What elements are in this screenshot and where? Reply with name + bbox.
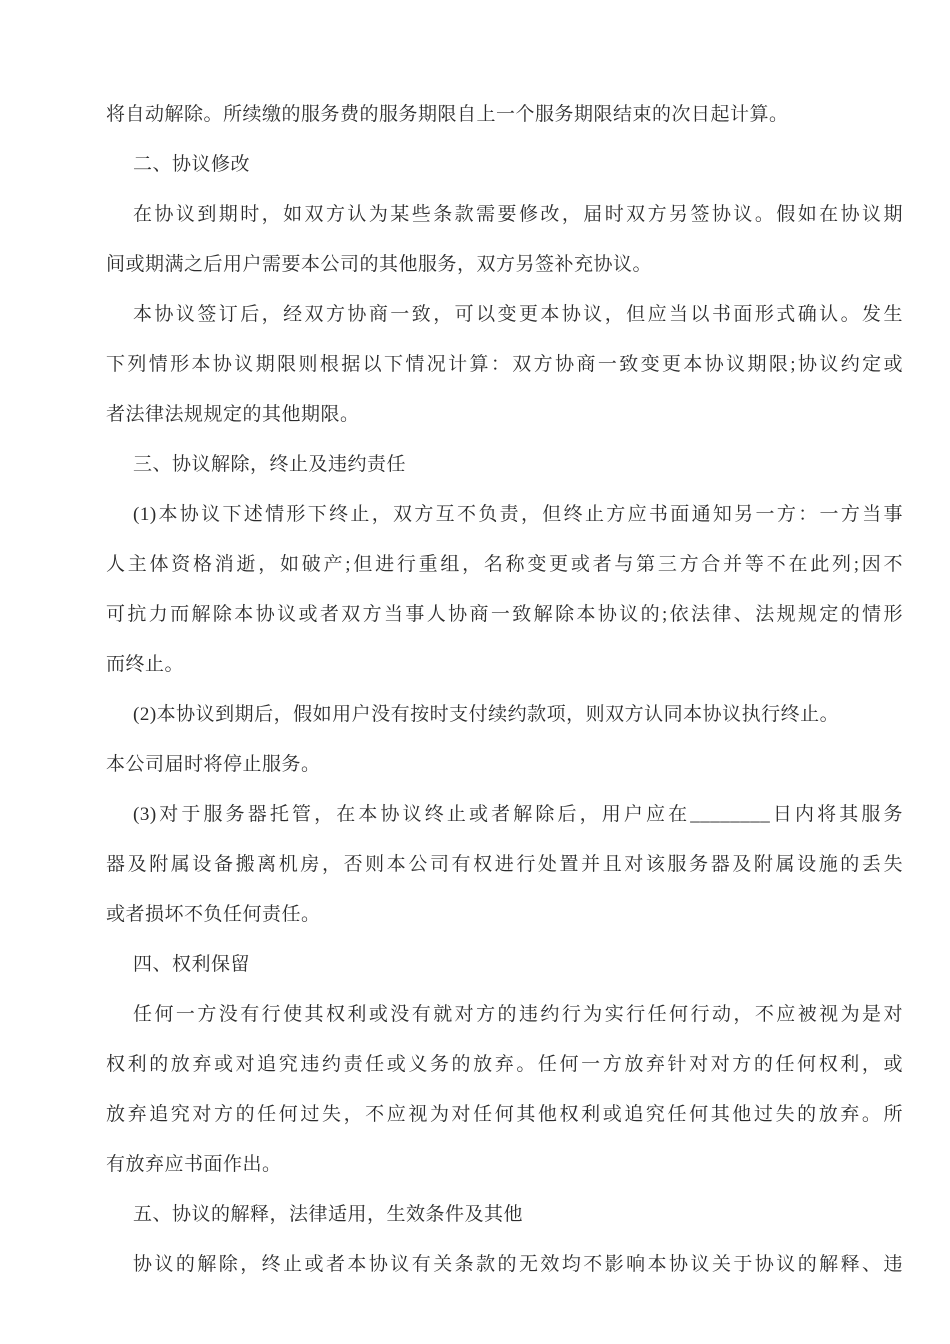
text-line: 有放弃应书面作出。	[106, 1154, 282, 1175]
text-line: 三、协议解除，终止及违约责任	[133, 454, 407, 475]
text-line: (2)本协议到期后，假如用户没有按时支付续约款项，则双方认同本协议执行终止。	[133, 704, 840, 725]
text-line: 而终止。	[106, 654, 185, 675]
text-line: 放弃追究对方的任何过失，不应视为对任何其他权利或追究任何其他过失的放弃。所	[106, 1104, 903, 1125]
text-line: 本协议签订后，经双方协商一致，可以变更本协议，但应当以书面形式确认。发生	[133, 304, 903, 325]
text-line: 下列情形本协议期限则根据以下情况计算：双方协商一致变更本协议期限;协议约定或	[106, 354, 903, 375]
text-line: 本公司届时将停止服务。	[106, 754, 321, 775]
text-line: 将自动解除。所续缴的服务费的服务期限自上一个服务期限结束的次日起计算。	[106, 104, 789, 125]
text-line: 者法律法规规定的其他期限。	[106, 404, 360, 425]
text-line: 人主体资格消逝，如破产;但进行重组，名称变更或者与第三方合并等不在此列;因不	[106, 554, 903, 575]
contract-text-block	[106, 90, 903, 1290]
text-line: 或者损坏不负任何责任。	[106, 904, 321, 925]
text-line: 五、协议的解释，法律适用，生效条件及其他	[133, 1204, 524, 1225]
text-line: 四、权利保留	[133, 954, 251, 975]
text-line: 间或期满之后用户需要本公司的其他服务，双方另签补充协议。	[106, 254, 653, 275]
text-line: 任何一方没有行使其权利或没有就对方的违约行为实行任何行动，不应被视为是对	[133, 1004, 903, 1025]
text-line: 协议的解除，终止或者本协议有关条款的无效均不影响本协议关于协议的解释、违	[133, 1254, 903, 1275]
text-line: 二、协议修改	[133, 154, 251, 175]
text-line: (3)对于服务器托管，在本协议终止或者解除后，用户应在________日内将其服务	[133, 804, 903, 825]
text-line: (1)本协议下述情形下终止，双方互不负责，但终止方应书面通知另一方：一方当事	[133, 504, 903, 525]
text-line: 可抗力而解除本协议或者双方当事人协商一致解除本协议的;依法律、法规规定的情形	[106, 604, 903, 625]
text-line: 器及附属设备搬离机房，否则本公司有权进行处置并且对该服务器及附属设施的丢失	[106, 854, 903, 875]
text-line: 权利的放弃或对追究违约责任或义务的放弃。任何一方放弃针对对方的任何权利，或	[106, 1054, 903, 1075]
text-line: 在协议到期时，如双方认为某些条款需要修改，届时双方另签协议。假如在协议期	[133, 204, 903, 225]
